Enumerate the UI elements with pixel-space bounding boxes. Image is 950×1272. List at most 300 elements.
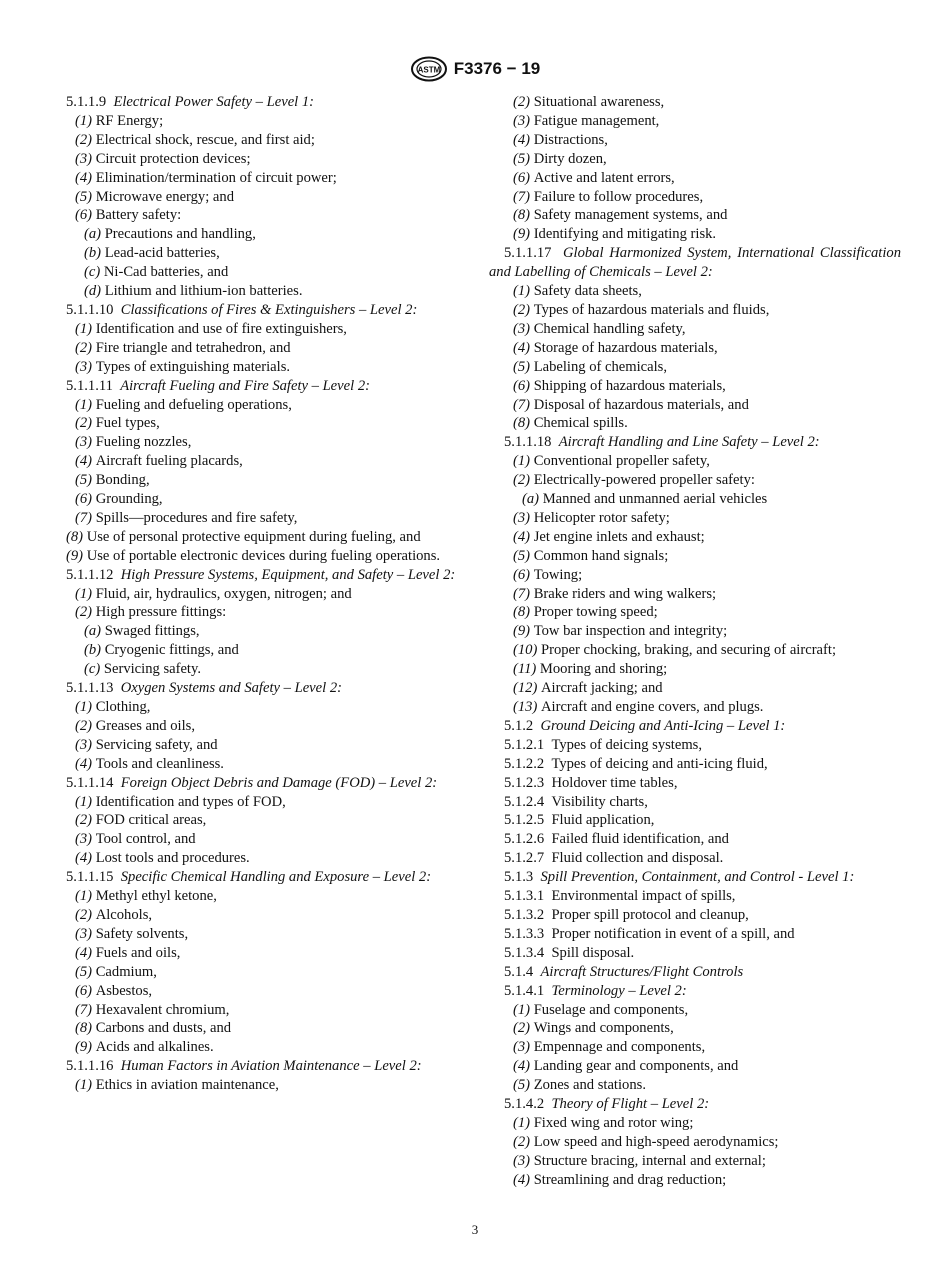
item-marker: (1) — [75, 699, 93, 715]
list-item — [489, 244, 901, 282]
item-text: Environmental impact of spills, — [551, 888, 736, 905]
list-item — [489, 736, 901, 755]
item-marker: (2) — [513, 472, 531, 489]
list-item — [489, 358, 901, 377]
item-text: Ni-Cad batteries, and — [103, 264, 229, 281]
list-item — [489, 1076, 901, 1095]
list-item — [51, 206, 463, 225]
item-marker: (5) — [75, 472, 93, 489]
item-marker: (7) — [75, 509, 93, 526]
item-text: Mooring and shoring; — [539, 661, 668, 678]
item-marker: (8) — [66, 528, 84, 545]
list-item — [489, 1095, 901, 1114]
item-marker: (5) — [513, 358, 531, 375]
item-marker: (c) — [84, 264, 101, 281]
item-marker: 5.1.2.6 — [504, 831, 545, 848]
item-marker: (4) — [513, 339, 531, 356]
item-text: Fixed wing and rotor wing; — [533, 1114, 694, 1131]
list-item — [51, 93, 463, 112]
item-marker: 5.1.1.9 — [66, 94, 107, 110]
item-text: Spills—procedures and fire safety, — [95, 509, 298, 526]
item-marker: (4) — [75, 453, 93, 470]
item-marker: (a) — [84, 623, 102, 640]
item-marker: (3) — [75, 736, 93, 753]
item-marker: (1) — [75, 1077, 93, 1094]
item-marker: (2) — [75, 604, 93, 621]
item-marker: (6) — [75, 491, 93, 508]
item-marker: 5.1.1.12 — [66, 566, 114, 583]
item-text: Types of hazardous materials and fluids, — [533, 301, 770, 318]
list-item — [51, 736, 463, 755]
list-item — [489, 339, 901, 358]
item-text: Situational awareness, — [533, 94, 665, 110]
item-marker: (7) — [513, 585, 531, 602]
list-item — [489, 906, 901, 925]
item-text: Grounding, — [95, 491, 163, 508]
item-text: Active and latent errors, — [533, 169, 675, 186]
item-text: Conventional propeller safety, — [533, 453, 710, 470]
item-text: Towing; — [533, 566, 583, 583]
section-heading: Global Harmonized System, International Classification and Labelling of Chemicals – Level 2: — [489, 245, 901, 281]
list-item — [51, 698, 463, 717]
logo-text: ASTM — [417, 65, 441, 75]
list-item — [489, 603, 901, 622]
item-marker: (8) — [75, 1020, 93, 1037]
item-marker: 5.1.2.2 — [504, 755, 545, 772]
item-marker: (8) — [513, 207, 531, 224]
list-item — [489, 320, 901, 339]
item-marker: (b) — [84, 642, 102, 659]
item-text: Fire triangle and tetrahedron, and — [95, 339, 291, 356]
list-item — [51, 301, 463, 320]
list-item — [489, 660, 901, 679]
item-text: Jet engine inlets and exhaust; — [533, 528, 705, 545]
item-marker: (4) — [513, 1171, 531, 1188]
list-item — [489, 490, 901, 509]
item-marker: (4) — [75, 850, 93, 867]
item-marker: (3) — [75, 925, 93, 942]
section-heading: Aircraft Fueling and Fire Safety – Level 2: — [120, 377, 370, 394]
list-item — [51, 925, 463, 944]
item-marker: 5.1.4.2 — [504, 1096, 545, 1113]
item-text: Proper towing speed; — [533, 604, 658, 621]
list-item — [489, 1152, 901, 1171]
item-text: Lithium and lithium-ion batteries. — [104, 283, 303, 300]
item-text: Microwave energy; and — [95, 188, 235, 205]
list-item — [51, 641, 463, 660]
item-marker: (2) — [75, 906, 93, 923]
list-item — [489, 793, 901, 812]
list-item — [489, 868, 901, 887]
list-item — [489, 414, 901, 433]
item-marker: (1) — [75, 585, 93, 602]
list-item — [51, 528, 463, 547]
section-heading: High Pressure Systems, Equipment, and Safety – Level 2: — [120, 566, 456, 583]
list-item — [489, 188, 901, 207]
item-marker: (a) — [522, 491, 540, 508]
item-text: Visibility charts, — [551, 793, 648, 810]
item-marker: (1) — [75, 320, 93, 337]
list-item — [51, 849, 463, 868]
item-marker: 5.1.4 — [504, 963, 534, 980]
list-item — [489, 282, 901, 301]
list-item — [489, 1001, 901, 1020]
item-text: Fuel types, — [95, 415, 160, 432]
astm-logo-icon — [410, 56, 448, 82]
item-marker: (4) — [513, 131, 531, 148]
item-marker: (3) — [75, 150, 93, 167]
list-item — [489, 963, 901, 982]
item-marker: 5.1.3 — [504, 869, 534, 886]
item-text: Low speed and high-speed aerodynamics; — [533, 1133, 779, 1150]
item-marker: (7) — [75, 1001, 93, 1018]
list-item — [489, 169, 901, 188]
item-marker: (3) — [513, 112, 531, 129]
item-text: Shipping of hazardous materials, — [533, 377, 726, 394]
list-item — [489, 755, 901, 774]
item-text: Circuit protection devices; — [95, 150, 251, 167]
section-heading: Theory of Flight – Level 2: — [551, 1096, 710, 1113]
item-marker: 5.1.1.17 — [504, 245, 552, 262]
list-item — [51, 547, 463, 566]
list-item — [489, 1133, 901, 1152]
list-item — [489, 887, 901, 906]
item-text: Electrical shock, rescue, and first aid; — [95, 131, 315, 148]
item-marker: 5.1.2 — [504, 717, 534, 734]
item-text: Storage of hazardous materials, — [533, 339, 718, 356]
item-text: RF Energy; — [95, 112, 164, 129]
list-item — [51, 906, 463, 925]
item-text: Tools and cleanliness. — [95, 755, 224, 772]
list-item — [489, 585, 901, 604]
item-text: Fluid, air, hydraulics, oxygen, nitrogen; and — [95, 585, 352, 602]
right-column — [489, 93, 901, 1190]
item-text: Distractions, — [533, 131, 608, 148]
list-item — [51, 339, 463, 358]
item-text: Zones and stations. — [533, 1077, 646, 1094]
item-marker: (2) — [513, 1020, 531, 1037]
item-text: Types of deicing and anti-icing fluid, — [551, 755, 768, 772]
list-item — [489, 1171, 901, 1190]
list-item — [51, 490, 463, 509]
list-item — [489, 301, 901, 320]
item-text: Proper notification in event of a spill, and — [551, 925, 795, 942]
item-text: FOD critical areas, — [95, 812, 207, 829]
item-text: Identification and types of FOD, — [95, 793, 286, 810]
item-text: Fueling nozzles, — [95, 434, 192, 451]
item-marker: (9) — [513, 623, 531, 640]
list-item — [489, 433, 901, 452]
list-item — [51, 793, 463, 812]
list-item — [489, 1057, 901, 1076]
item-text: Chemical spills. — [533, 415, 628, 432]
item-text: Types of deicing systems, — [551, 736, 703, 753]
list-item — [51, 982, 463, 1001]
list-item — [51, 433, 463, 452]
item-marker: (11) — [513, 661, 537, 678]
item-marker: (3) — [513, 1152, 531, 1169]
section-heading: Oxygen Systems and Safety – Level 2: — [120, 680, 342, 697]
item-marker: (6) — [75, 207, 93, 224]
list-item — [51, 566, 463, 585]
item-marker: 5.1.1.18 — [504, 434, 552, 451]
item-text: Common hand signals; — [533, 547, 669, 564]
item-marker: 5.1.2.7 — [504, 850, 545, 867]
item-marker: 5.1.2.5 — [504, 812, 545, 829]
item-marker: (1) — [513, 1001, 531, 1018]
page-number: 3 — [471, 1222, 479, 1237]
item-text: Cadmium, — [95, 963, 157, 980]
item-text: Alcohols, — [95, 906, 153, 923]
item-marker: 5.1.1.11 — [66, 377, 113, 394]
item-marker: (3) — [513, 509, 531, 526]
list-item — [489, 1019, 901, 1038]
item-marker: (c) — [84, 661, 101, 678]
list-item — [51, 963, 463, 982]
item-marker: 5.1.3.4 — [504, 944, 545, 961]
list-item — [51, 150, 463, 169]
item-marker: (5) — [75, 188, 93, 205]
item-marker: (2) — [513, 1133, 531, 1150]
item-marker: 5.1.1.10 — [66, 301, 114, 318]
item-marker: 5.1.3.1 — [504, 888, 545, 905]
item-marker: (2) — [75, 415, 93, 432]
list-item — [51, 131, 463, 150]
list-item — [51, 868, 463, 887]
list-item — [489, 150, 901, 169]
list-item — [51, 452, 463, 471]
list-item — [489, 225, 901, 244]
item-text: Lost tools and procedures. — [95, 850, 250, 867]
list-item — [51, 282, 463, 301]
item-marker: (2) — [75, 812, 93, 829]
item-text: Streamlining and drag reduction; — [533, 1171, 727, 1188]
item-marker: (6) — [513, 377, 531, 394]
list-item — [489, 471, 901, 490]
list-item — [489, 717, 901, 736]
item-text: Fuels and oils, — [95, 944, 181, 961]
item-text: Battery safety: — [95, 207, 182, 224]
item-marker: (9) — [75, 1039, 93, 1056]
list-item — [51, 263, 463, 282]
item-text: Brake riders and wing walkers; — [533, 585, 717, 602]
item-marker: (5) — [513, 547, 531, 564]
item-text: Clothing, — [95, 699, 151, 715]
list-item — [51, 944, 463, 963]
item-text: Aircraft jacking; and — [540, 680, 663, 697]
item-marker: (1) — [75, 888, 93, 905]
list-item — [51, 396, 463, 415]
list-item — [51, 471, 463, 490]
item-marker: (6) — [513, 566, 531, 583]
section-heading: Electrical Power Safety – Level 1: — [113, 94, 315, 110]
list-item — [489, 396, 901, 415]
list-item — [51, 887, 463, 906]
item-marker: 5.1.2.4 — [504, 793, 545, 810]
item-text: Asbestos, — [95, 982, 153, 999]
item-text: Lead-acid batteries, — [104, 245, 220, 262]
item-text: Disposal of hazardous materials, and — [533, 396, 749, 413]
item-marker: (2) — [75, 717, 93, 734]
list-item — [489, 679, 901, 698]
item-marker: (8) — [513, 415, 531, 432]
list-item — [489, 925, 901, 944]
item-text: Fuselage and components, — [533, 1001, 689, 1018]
item-text: Elimination/termination of circuit power; — [95, 169, 337, 186]
item-text: Bonding, — [95, 472, 150, 489]
item-text: Proper chocking, braking, and securing of aircraft; — [540, 642, 836, 659]
list-item — [51, 1019, 463, 1038]
item-marker: (4) — [75, 755, 93, 772]
item-text: Servicing safety. — [103, 661, 201, 678]
list-item — [51, 585, 463, 604]
list-item — [51, 1038, 463, 1057]
section-heading: Terminology – Level 2: — [551, 982, 687, 999]
list-item — [51, 774, 463, 793]
list-item — [489, 131, 901, 150]
document-id: F3376 − 19 — [453, 59, 541, 78]
list-item — [489, 452, 901, 471]
item-text: Fatigue management, — [533, 112, 660, 129]
list-item — [51, 377, 463, 396]
item-marker: (d) — [84, 283, 102, 300]
item-text: Manned and unmanned aerial vehicles — [542, 491, 768, 508]
section-heading: Aircraft Structures/Flight Controls — [540, 963, 744, 980]
item-text: Structure bracing, internal and external; — [533, 1152, 766, 1169]
item-marker: (b) — [84, 245, 102, 262]
item-marker: (5) — [513, 150, 531, 167]
item-text: Wings and components, — [533, 1020, 674, 1037]
item-marker: (4) — [75, 169, 93, 186]
list-item — [489, 811, 901, 830]
list-item — [489, 774, 901, 793]
list-item — [51, 244, 463, 263]
item-marker: (3) — [513, 320, 531, 337]
item-marker: 5.1.4.1 — [504, 982, 545, 999]
list-item — [489, 377, 901, 396]
section-heading: Spill Prevention, Containment, and Control - Level 1: — [540, 869, 855, 886]
item-marker: (4) — [513, 528, 531, 545]
item-text: Spill disposal. — [551, 944, 635, 961]
item-marker: (2) — [75, 131, 93, 148]
item-marker: (4) — [513, 1058, 531, 1075]
list-item — [51, 509, 463, 528]
item-marker: (7) — [513, 188, 531, 205]
item-text: Safety solvents, — [95, 925, 189, 942]
item-text: Use of personal protective equipment during fueling, and — [86, 528, 421, 545]
item-marker: (3) — [75, 831, 93, 848]
list-item — [51, 660, 463, 679]
item-marker: (1) — [513, 1114, 531, 1131]
item-marker: (a) — [84, 226, 102, 243]
list-item — [51, 679, 463, 698]
item-text: Ethics in aviation maintenance, — [95, 1077, 279, 1094]
list-item — [51, 188, 463, 207]
list-item — [489, 982, 901, 1001]
item-text: Fueling and defueling operations, — [95, 396, 292, 413]
left-column — [51, 93, 463, 1095]
item-marker: (3) — [513, 1039, 531, 1056]
item-marker: (13) — [513, 699, 538, 715]
item-text: Servicing safety, and — [95, 736, 218, 753]
item-marker: (2) — [513, 94, 531, 110]
list-item — [51, 1076, 463, 1095]
list-item — [489, 1038, 901, 1057]
list-item — [489, 944, 901, 963]
item-marker: (6) — [513, 169, 531, 186]
section-heading: Classifications of Fires & Extinguishers – Level 2: — [120, 301, 418, 318]
item-text: Electrically-powered propeller safety: — [533, 472, 755, 489]
list-item — [489, 112, 901, 131]
section-heading: Human Factors in Aviation Maintenance – Level 2: — [120, 1058, 422, 1075]
item-marker: 5.1.3.2 — [504, 906, 545, 923]
item-text: Precautions and handling, — [104, 226, 256, 243]
item-marker: (5) — [513, 1077, 531, 1094]
list-item — [489, 1114, 901, 1133]
item-text: Safety management systems, and — [533, 207, 728, 224]
list-item — [51, 414, 463, 433]
list-item — [489, 849, 901, 868]
item-marker: (1) — [513, 283, 531, 300]
item-marker: 5.1.1.13 — [66, 680, 114, 697]
section-heading: Aircraft Handling and Line Safety – Level 2: — [558, 434, 820, 451]
item-marker: (8) — [513, 604, 531, 621]
list-item — [489, 622, 901, 641]
item-text: Identifying and mitigating risk. — [533, 226, 717, 243]
item-text: Fluid collection and disposal. — [551, 850, 724, 867]
list-item — [51, 622, 463, 641]
list-item — [489, 566, 901, 585]
item-text: Types of extinguishing materials. — [95, 358, 291, 375]
item-text: High pressure fittings: — [95, 604, 227, 621]
item-text: Hexavalent chromium, — [95, 1001, 230, 1018]
list-item — [489, 528, 901, 547]
page-header — [0, 56, 950, 82]
item-marker: (5) — [75, 963, 93, 980]
list-item — [489, 93, 901, 112]
item-text: Greases and oils, — [95, 717, 195, 734]
list-item — [51, 320, 463, 339]
item-marker: (7) — [513, 396, 531, 413]
item-text: Labeling of chemicals, — [533, 358, 668, 375]
item-text: Landing gear and components, and — [533, 1058, 739, 1075]
item-text: Chemical handling safety, — [533, 320, 686, 337]
list-item — [489, 830, 901, 849]
item-text: Holdover time tables, — [551, 774, 678, 791]
item-marker: (2) — [513, 301, 531, 318]
item-marker: 5.1.2.3 — [504, 774, 545, 791]
item-marker: (4) — [75, 944, 93, 961]
section-heading: Ground Deicing and Anti-Icing – Level 1: — [540, 717, 786, 734]
item-marker: (1) — [75, 396, 93, 413]
item-marker: (9) — [513, 226, 531, 243]
item-text: Safety data sheets, — [533, 283, 642, 300]
list-item — [51, 755, 463, 774]
list-item — [51, 717, 463, 736]
item-marker: 5.1.1.16 — [66, 1058, 114, 1075]
item-text: Tow bar inspection and integrity; — [533, 623, 728, 640]
list-item — [489, 698, 901, 717]
item-text: Proper spill protocol and cleanup, — [551, 906, 749, 923]
item-marker: (3) — [75, 358, 93, 375]
list-item — [51, 1001, 463, 1020]
item-text: Identification and use of fire extinguishers, — [95, 320, 347, 337]
item-marker: (1) — [75, 112, 93, 129]
list-item — [489, 641, 901, 660]
item-text: Failed fluid identification, and — [551, 831, 729, 848]
item-text: Use of portable electronic devices during fueling operations. — [86, 547, 441, 564]
item-marker: (9) — [66, 547, 84, 564]
